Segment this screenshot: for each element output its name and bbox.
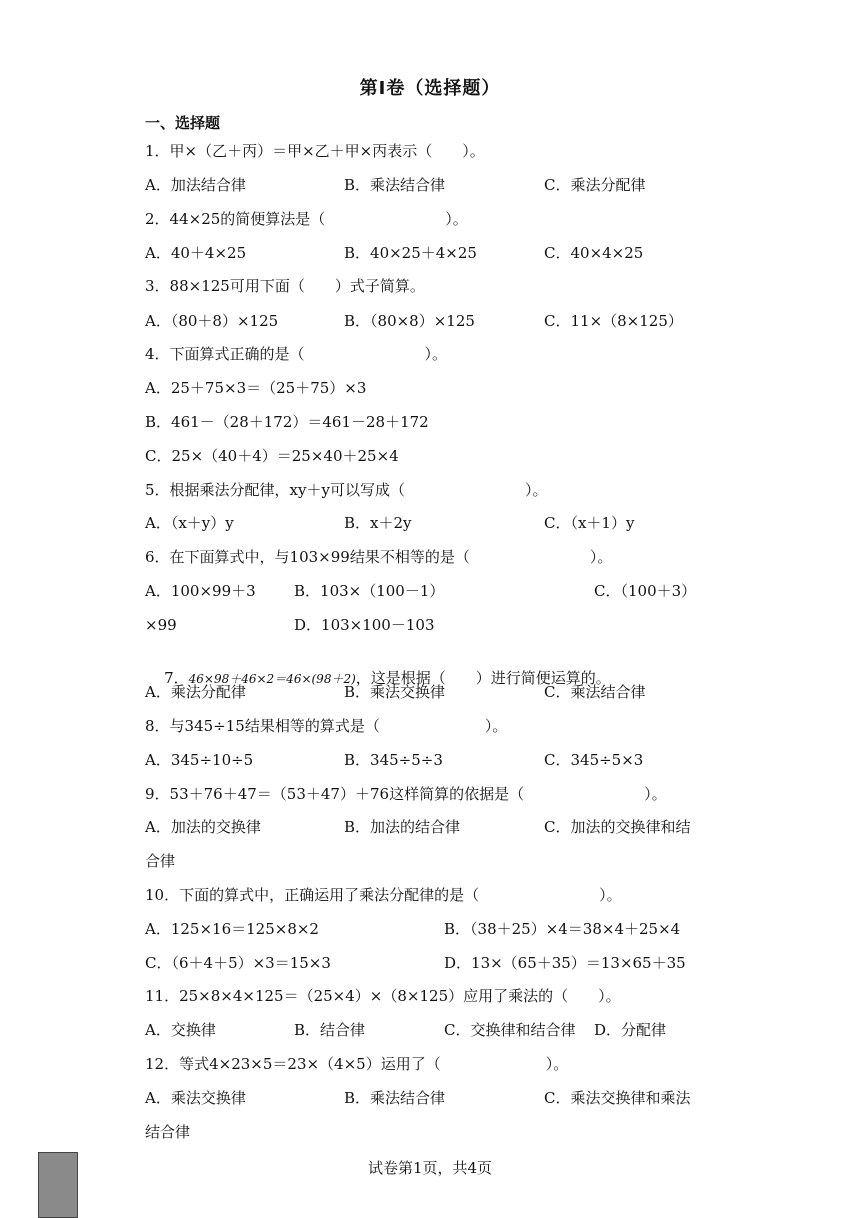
question-12-option-c[interactable]: C．乘法交换律和乘法 — [544, 1089, 691, 1107]
question-11-option-a[interactable]: A．交换律 — [145, 1021, 216, 1039]
question-2-stem: 2．44×25的简便算法是（ ）。 — [145, 210, 468, 228]
page-title: 第Ⅰ卷（选择题） — [359, 78, 501, 99]
question-9-stem: 9．53＋76＋47＝（53＋47）＋76这样简算的依据是（ ）。 — [145, 785, 667, 803]
question-1-stem: 1．甲×（乙＋丙）＝甲×乙＋甲×丙表示（ ）。 — [145, 142, 485, 160]
question-10-option-d[interactable]: D．13×（65＋35）＝13×65＋35 — [444, 954, 686, 972]
question-10-option-b[interactable]: B．（38＋25）×4＝38×4＋25×4 — [444, 920, 681, 938]
question-11-stem: 11．25×8×4×125＝（25×4）×（8×125）应用了乘法的（ ）。 — [145, 987, 621, 1005]
question-7-stem-text: ，这是根据（ ）进行简便运算的。 — [355, 669, 611, 687]
question-4-option-a[interactable]: A．25＋75×3＝（25＋75）×3 — [145, 379, 367, 397]
page-footer: 试卷第1页，共4页 — [367, 1159, 493, 1177]
question-3-stem: 3．88×125可用下面（ ）式子简算。 — [145, 277, 425, 295]
question-7-number: 7． — [164, 669, 189, 687]
question-7-option-c[interactable]: C．乘法结合律 — [544, 683, 646, 701]
question-6-option-c-continued: ×99 — [145, 616, 177, 634]
question-1-option-a[interactable]: A．加法结合律 — [145, 176, 246, 194]
question-12-option-a[interactable]: A．乘法交换律 — [145, 1089, 246, 1107]
question-8-option-b[interactable]: B．345÷5÷3 — [344, 751, 443, 769]
section-heading: 一、选择题 — [145, 114, 221, 132]
question-9-option-c-continued: 合律 — [145, 852, 176, 870]
question-10-stem: 10．下面的算式中，正确运用了乘法分配律的是（ ）。 — [145, 886, 622, 904]
question-11-option-b[interactable]: B．结合律 — [294, 1021, 366, 1039]
question-5-option-a[interactable]: A．（x＋y）y — [145, 514, 234, 532]
question-12-stem: 12．等式4×23×5＝23×（4×5）运用了（ ）。 — [145, 1055, 569, 1073]
question-7-formula: 46×98＋46×2＝46×(98＋2) — [188, 672, 356, 686]
question-12-option-b[interactable]: B．乘法结合律 — [344, 1089, 446, 1107]
question-7-option-b[interactable]: B．乘法交换律 — [344, 683, 446, 701]
question-4-option-b[interactable]: B．461－（28＋172）＝461－28＋172 — [145, 413, 429, 431]
question-8-option-a[interactable]: A．345÷10÷5 — [145, 751, 254, 769]
question-11-option-c[interactable]: C．交换律和结合律 — [444, 1021, 576, 1039]
question-6-option-a[interactable]: A．100×99＋3 — [145, 582, 256, 600]
question-7-option-a[interactable]: A．乘法分配律 — [145, 683, 246, 701]
question-12-option-c-continued: 结合律 — [145, 1123, 191, 1141]
question-10-option-a[interactable]: A．125×16＝125×8×2 — [145, 920, 319, 938]
question-2-option-c[interactable]: C．40×4×25 — [544, 244, 644, 262]
question-1-option-c[interactable]: C．乘法分配律 — [544, 176, 646, 194]
question-8-option-c[interactable]: C．345÷5×3 — [544, 751, 644, 769]
question-3-option-c[interactable]: C．11×（8×125） — [544, 312, 683, 330]
question-3-option-a[interactable]: A．（80＋8）×125 — [145, 312, 279, 330]
question-4-stem: 4．下面算式正确的是（ ）。 — [145, 345, 448, 363]
question-6-option-d[interactable]: D．103×100－103 — [294, 616, 435, 634]
question-1-option-b[interactable]: B．乘法结合律 — [344, 176, 446, 194]
question-9-option-c[interactable]: C．加法的交换律和结 — [544, 818, 691, 836]
question-6-option-b[interactable]: B．103×（100－1） — [294, 582, 445, 600]
question-6-option-c[interactable]: C．（100＋3） — [594, 582, 697, 600]
question-6-stem: 6．在下面算式中，与103×99结果不相等的是（ ）。 — [145, 548, 613, 566]
question-8-stem: 8．与345÷15结果相等的算式是（ ）。 — [145, 717, 508, 735]
question-2-option-a[interactable]: A．40＋4×25 — [145, 244, 247, 262]
question-4-option-c[interactable]: C．25×（40＋4）＝25×40＋25×4 — [145, 447, 399, 465]
question-5-option-b[interactable]: B．x＋2y — [344, 514, 412, 532]
question-2-option-b[interactable]: B．40×25＋4×25 — [344, 244, 477, 262]
question-3-option-b[interactable]: B．（80×8）×125 — [344, 312, 475, 330]
question-5-option-c[interactable]: C．（x＋1）y — [544, 514, 635, 532]
question-10-option-c[interactable]: C．（6＋4＋5）×3＝15×3 — [145, 954, 331, 972]
question-9-option-a[interactable]: A．加法的交换律 — [145, 818, 261, 836]
question-5-stem: 5．根据乘法分配律，xy＋y可以写成（ ）。 — [145, 481, 548, 499]
question-11-option-d[interactable]: D．分配律 — [594, 1021, 667, 1039]
question-9-option-b[interactable]: B．加法的结合律 — [344, 818, 461, 836]
